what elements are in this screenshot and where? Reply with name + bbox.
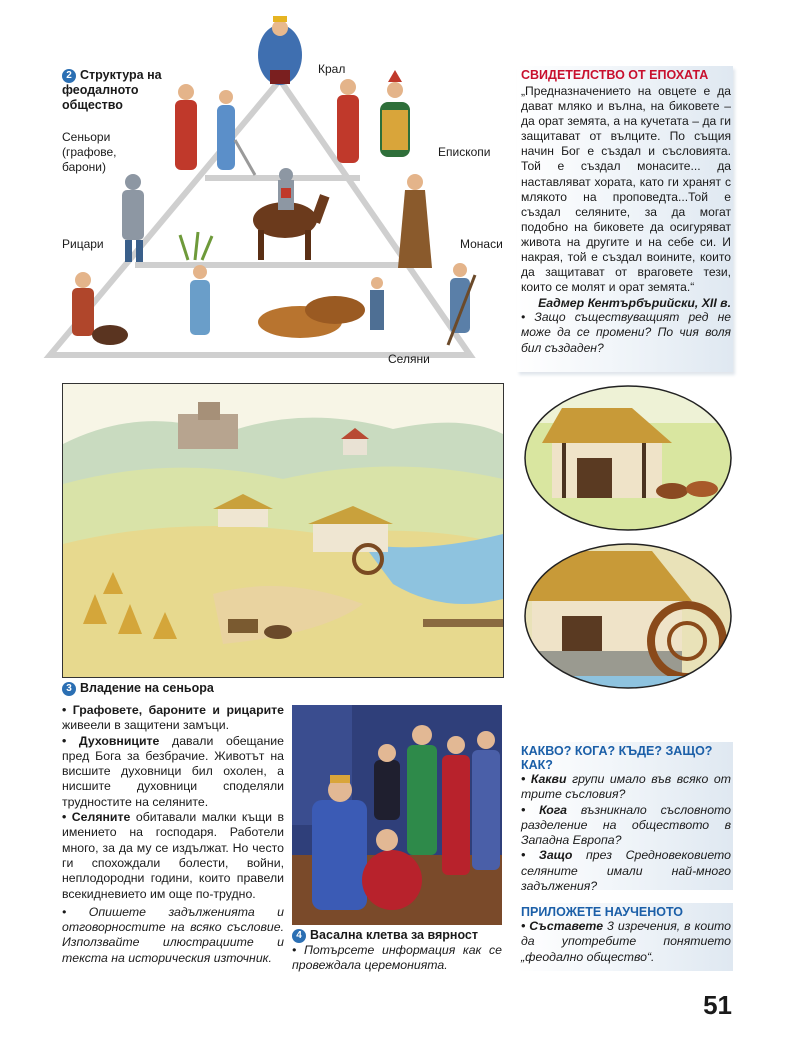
apply-box bbox=[517, 903, 733, 971]
q2-rest: възникнало съсловното разделение на обществото в Западна Европа? bbox=[521, 802, 731, 848]
q2-bold: • Кога bbox=[521, 802, 567, 817]
questions-title: КАКВО? КОГА? КЪДЕ? ЗАЩО? КАК? bbox=[521, 744, 713, 772]
label-peasants: Селяни bbox=[388, 352, 430, 366]
pyramid-drawing bbox=[30, 10, 510, 370]
apply-title: ПРИЛОЖЕТЕ НАУЧЕНОТО bbox=[521, 905, 683, 919]
pyramid-illustration bbox=[30, 10, 510, 370]
paragraph-peasants bbox=[62, 810, 284, 902]
estate-illustration bbox=[62, 383, 504, 678]
q3-bold: • Защо bbox=[521, 848, 573, 863]
estate-caption-text: Владение на сеньора bbox=[80, 681, 214, 695]
paragraph-lords bbox=[62, 703, 284, 734]
apply-bold: • Съставете bbox=[521, 919, 604, 933]
label-king: Крал bbox=[318, 62, 346, 76]
question-1 bbox=[521, 772, 731, 803]
p2-rest: давали обещание пред Бога за безбрачие. Животът на висшите духовници бил охолен, а нисшите духовници споделяли трудностите на селяните. bbox=[62, 733, 284, 809]
oath-caption bbox=[292, 928, 478, 943]
oath-illustration bbox=[292, 705, 502, 925]
label-monks: Монаси bbox=[460, 237, 503, 251]
pyramid-caption-text: Структура на феодалното общество bbox=[62, 68, 162, 112]
paragraph-clergy bbox=[62, 734, 284, 810]
q3-rest: през Средновековието селяните имали най-много задължения? bbox=[521, 848, 731, 894]
inset-stable-drawing bbox=[522, 383, 734, 533]
p2-bold: • Духовниците bbox=[62, 733, 160, 748]
label-knights: Рицари bbox=[62, 237, 104, 251]
page-number: 51 bbox=[703, 990, 732, 1020]
caption-number-badge: 3 bbox=[62, 682, 76, 696]
apply-task bbox=[521, 919, 731, 965]
question-3 bbox=[521, 848, 731, 894]
questions-box bbox=[517, 742, 733, 894]
question-2 bbox=[521, 803, 731, 849]
testimony-text: „Предназначението на овцете е да дават мляко и вълна, на биковете – да орат земята, а на кучетата – да ги защитават от вълците. По същия начин Бог е създал и съсловията. Той е създал монасите... да наставляват хората, като ги хранят с млякото на проповедта...Той е създал селяните, за да могат подобно на биковете да осигуряват живота на другите и на себе си. И накрая, той е създал воините, които да защитават от враговете тези, които се молят и орат земята.“ bbox=[521, 84, 731, 295]
p1-rest: живеели в защитени замъци. bbox=[62, 718, 229, 733]
testimony-title: СВИДЕТЕЛСТВО ОТ ЕПОХАТА bbox=[521, 68, 709, 82]
king-figure bbox=[258, 16, 302, 85]
estate-drawing bbox=[63, 384, 503, 677]
knight-standing-figure bbox=[122, 174, 144, 262]
estate-caption bbox=[62, 681, 214, 696]
monk-figure bbox=[398, 174, 432, 268]
inset-watermill bbox=[522, 541, 734, 691]
bridge bbox=[423, 619, 503, 627]
label-bishops: Епископи bbox=[438, 145, 491, 159]
caption-number-badge: 4 bbox=[292, 929, 306, 943]
pyramid-caption bbox=[62, 68, 172, 113]
p3-bold: • Селяните bbox=[62, 810, 131, 825]
testimony-question: • Защо съществуващият ред не може да се промени? По чия воля бил създаден? bbox=[521, 310, 731, 355]
inset-watermill-drawing bbox=[522, 541, 734, 691]
q1-bold: • Какви bbox=[521, 772, 567, 786]
p3-rest: обитавали малки къщи в имението на господаря. Работели много, за да му се издължат. Но често ги спохождали болести, войни, неплодородни години, които правели всекидневието им още по-трудно. bbox=[62, 810, 284, 901]
caption-number-badge: 2 bbox=[62, 69, 76, 83]
label-lords: Сеньори (графове, барони) bbox=[62, 130, 117, 174]
q1-rest: групи имало във всяко от трите съсловия? bbox=[521, 772, 731, 802]
inset-stable bbox=[522, 383, 734, 533]
paragraph-task: • Опишете задълженията и отговорностите на всяко съсловие. Използвайте илюстрациите и текста на историческия източник. bbox=[62, 904, 284, 965]
apply-rest: 3 изречения, в които да употребите понятието „феодално общество“. bbox=[521, 919, 731, 964]
estates-description bbox=[62, 703, 284, 966]
knight-horse-figure bbox=[253, 168, 329, 260]
testimony-box bbox=[517, 66, 733, 372]
testimony-author: Еадмер Кентърбърийски, XII в. bbox=[538, 296, 731, 311]
bishops-figures bbox=[337, 70, 410, 163]
p1-bold: • Графовете, бароните и рицарите bbox=[62, 703, 284, 717]
oath-task: • Потърсете информация как се провеждала церемонията. bbox=[292, 943, 502, 973]
oath-caption-text: Васална клетва за вярност bbox=[310, 928, 479, 942]
oath-drawing bbox=[292, 705, 502, 925]
